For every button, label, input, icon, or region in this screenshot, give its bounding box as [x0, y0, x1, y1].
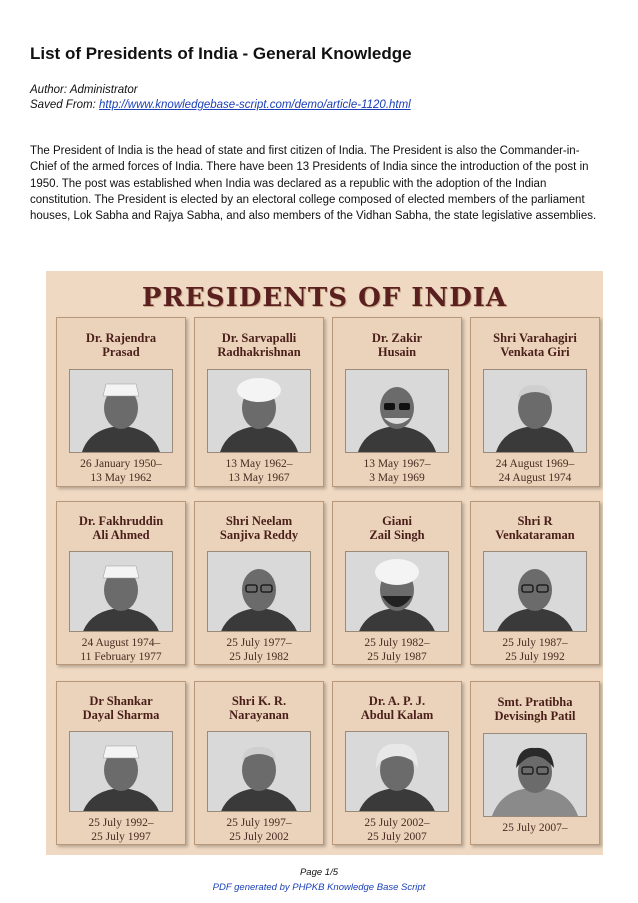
- president-card: [194, 681, 324, 845]
- president-name: Dr. Rajendra Prasad: [85, 331, 157, 359]
- term-dates: [364, 817, 429, 844]
- term-end: 11 February 1977: [80, 650, 162, 663]
- term-start: 24 August 1974–: [81, 637, 161, 649]
- president-name: Dr. Fakhruddin Ali Ahmed: [78, 514, 164, 543]
- president-card: [56, 317, 186, 487]
- term-start: 26 January 1950–: [80, 458, 162, 470]
- page-number: Page 1/5: [299, 867, 339, 878]
- term-start: 13 May 1967–: [363, 458, 431, 470]
- term-dates: [363, 458, 430, 485]
- long-hair-portrait: [345, 731, 449, 812]
- gandhi-cap-portrait: [69, 551, 173, 632]
- term-dates: [226, 817, 291, 844]
- term-start: 25 July 2007–: [502, 822, 568, 834]
- president-card: [332, 317, 462, 487]
- president-name: Shri R Venkataraman: [495, 514, 575, 543]
- term-dates: [225, 458, 292, 485]
- term-start: 25 July 1997–: [226, 817, 292, 829]
- president-card: [470, 501, 600, 665]
- president-card: [56, 681, 186, 845]
- term-end: 3 May 1969: [369, 471, 425, 484]
- term-end: 25 July 1987: [367, 650, 427, 663]
- president-card: [470, 317, 600, 487]
- president-card: [194, 501, 324, 665]
- sunglasses-portrait: [345, 369, 449, 453]
- term-end: 24 August 1974: [498, 471, 572, 484]
- term-dates: [80, 637, 161, 664]
- term-end: 13 May 1967: [228, 471, 290, 484]
- president-name: Giani Zail Singh: [369, 514, 425, 543]
- saved-from-line: [30, 99, 411, 111]
- president-name: Dr. Zakir Husain: [371, 331, 423, 359]
- gandhi-cap-portrait: [69, 731, 173, 812]
- president-card: [470, 681, 600, 845]
- term-dates: [502, 637, 567, 664]
- president-card: [332, 501, 462, 665]
- portrait: [207, 731, 311, 812]
- presidents-poster: [46, 271, 603, 855]
- term-start: 25 July 1977–: [226, 637, 292, 649]
- turban-beard-portrait: [345, 551, 449, 632]
- term-start: 25 July 1992–: [88, 817, 154, 829]
- saved-from-label: Saved From:: [30, 99, 96, 111]
- page-title: List of Presidents of India - General Knowledge: [30, 44, 412, 63]
- term-dates: [364, 637, 429, 664]
- term-dates: [502, 822, 567, 836]
- turban-portrait: [207, 369, 311, 453]
- glasses-portrait: [483, 551, 587, 632]
- president-card: [56, 501, 186, 665]
- term-dates: [496, 458, 575, 485]
- president-name: Shri K. R. Narayanan: [229, 694, 289, 723]
- term-end: 13 May 1962: [90, 471, 152, 484]
- term-start: 25 July 2002–: [364, 817, 430, 829]
- president-card: [332, 681, 462, 845]
- portrait: [483, 369, 587, 453]
- term-start: 25 July 1982–: [364, 637, 430, 649]
- term-start: 24 August 1969–: [495, 458, 575, 470]
- author-line: Author: Administrator: [30, 84, 138, 96]
- term-start: 25 July 1987–: [502, 637, 568, 649]
- president-name: Smt. Pratibha Devisingh Patil: [494, 695, 576, 723]
- term-dates: [88, 817, 153, 844]
- president-name: Dr. A. P. J. Abdul Kalam: [360, 694, 434, 723]
- president-name: Dr. Sarvapalli Radhakrishnan: [217, 331, 301, 359]
- gandhi-cap-portrait: [69, 369, 173, 453]
- saree-portrait: [483, 733, 587, 817]
- intro-paragraph: The President of India is the head of state and first citizen of India. The President is also the Commander-in-Chief of the armed forces of India. There have been 13 Presidents of India since the introduction of the post in 1950. The post was established when India was declared as a republic with the adoption of the Indian constitution. The President is elected by an electoral college composed of elected members of the parliament houses, Lok Sabha and Rajya Sabha, and also members of the Vidhan Sabha, the state legislative assemblies.: [30, 145, 597, 223]
- source-link[interactable]: http://www.knowledgebase-script.com/demo/article-1120.html: [99, 99, 411, 111]
- term-dates: [80, 458, 162, 485]
- term-start: 13 May 1962–: [225, 458, 293, 470]
- generator-credit: PDF generated by PHPKB Knowledge Base Script: [212, 882, 426, 893]
- term-dates: [226, 637, 291, 664]
- term-end: 25 July 1992: [505, 650, 565, 663]
- president-card: [194, 317, 324, 487]
- president-name: Dr Shankar Dayal Sharma: [82, 694, 160, 723]
- president-name: Shri Neelam Sanjiva Reddy: [219, 514, 299, 543]
- term-end: 25 July 2007: [367, 830, 427, 843]
- poster-title: PRESIDENTS OF INDIA: [141, 283, 508, 313]
- term-end: 25 July 1982: [229, 650, 289, 663]
- term-end: 25 July 1997: [91, 830, 151, 843]
- term-end: 25 July 2002: [229, 830, 289, 843]
- glasses-portrait: [207, 551, 311, 632]
- president-name: Shri Varahagiri Venkata Giri: [493, 331, 577, 359]
